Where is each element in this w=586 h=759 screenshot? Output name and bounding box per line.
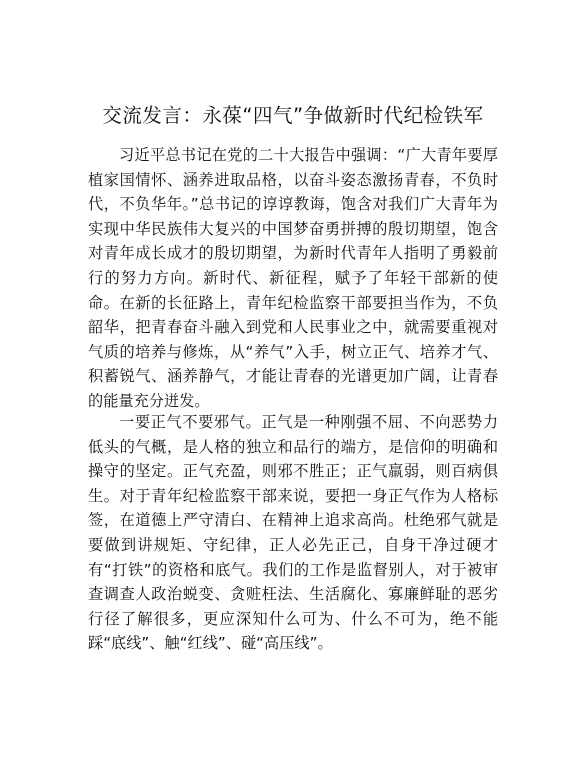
document-title: 交流发言：永葆“四气”争做新时代纪检铁军 bbox=[102, 104, 484, 127]
paragraph-intro: 习近平总书记在党的二十大报告中强调：“广大青年要厚植家国情怀、涵养进取品格，以奋斗姿态激扬青春，不负时代，不负华年。”总书记的谆谆教诲，饱含对我们广大青年为实现中华民族伟大复兴的中国梦奋勇拼搏的殷切期望，饱含对青年成长成才的殷切期望，为新时代青年人指明了勇毅前行的努力方向。新时代、新征程，赋予了年轻干部新的使命。在新的长征路上，青年纪检监察干部要担当作为，不负韶华，把青春奋斗融入到党和人民事业之中，就需要重视对气质的培养与修炼，从“养气”入手，树立正气、培养才气、积蓄锐气、涵养静气，才能让青春的光谱更加广阔，让青春的能量充分迸发。 bbox=[88, 146, 498, 410]
paragraph-righteousness: 一要正气不要邪气。正气是一种刚强不屈、不向恶势力低头的气概，是人格的独立和品行的端方，是信仰的明确和操守的坚定。正气充盈，则邪不胜正；正气羸弱，则百病俱生。对于青年纪检监察干部来说，要把一身正气作为人格标签，在道德上严守清白、在精神上追求高尚。杜绝邪气就是要做到讲规矩、守纪律，正人必先正己，自身干净过硬才有“打铁”的资格和底气。我们的工作是监督别人，对于被审查调查人政治蜕变、贪赃枉法、生活腐化、寡廉鲜耻的恶劣行径了解很多，更应深知什么可为、什么不可为，绝不能踩“底线”、触“红线”、碰“高压线”。 bbox=[88, 413, 498, 653]
